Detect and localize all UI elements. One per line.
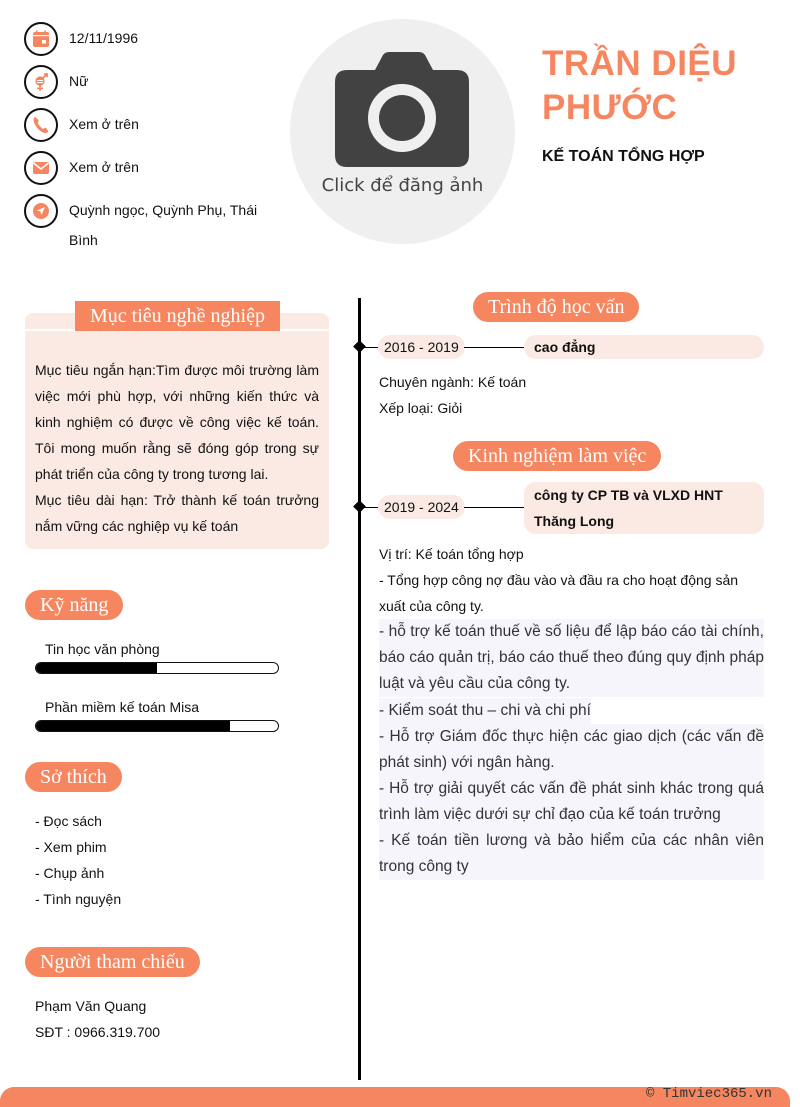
contact-address — [24, 194, 274, 255]
reference-phone: SĐT : 0966.319.700 — [35, 1024, 161, 1040]
gender-icon — [24, 65, 58, 99]
skill-bar — [35, 662, 279, 674]
camera-icon — [335, 52, 469, 167]
experience-duty: - hỗ trợ kế toán thuế về số liệu để lập báo cáo tài chính, báo cáo quản trị, báo cáo thuế theo đúng quy định pháp luật và yêu cầu của công ty. — [379, 619, 764, 697]
experience-summary: - Tổng hợp công nợ đầu vào và đầu ra cho hoạt động sản xuất của công ty. — [379, 572, 739, 614]
hobby-item: - Đọc sách — [35, 813, 102, 829]
references-list — [35, 993, 160, 1045]
job-title: KẾ TOÁN TỔNG HỢP — [542, 148, 705, 165]
education-major: Chuyên ngành: Kế toán — [379, 374, 527, 390]
skill-fill — [36, 663, 157, 673]
email-text: Xem ở trên — [69, 159, 139, 175]
skills-heading: Kỹ năng — [25, 590, 123, 620]
timeline-connector — [362, 507, 378, 508]
experience-duty: - Hỗ trợ Giám đốc thực hiện các giao dịch (các vấn đề phát sinh) với ngân hàng. — [379, 724, 764, 776]
footer-copyright: © Timviec365.vn — [645, 1086, 772, 1102]
experience-duty: - Kế toán tiền lương và bảo hiểm của các nhân viên trong công ty — [379, 828, 764, 880]
education-title: cao đẳng — [524, 335, 764, 359]
contact-info — [24, 22, 274, 264]
timeline-connector — [464, 347, 524, 348]
location-icon — [24, 194, 58, 228]
avatar-upload[interactable] — [290, 19, 515, 244]
skill-label: Tin học văn phòng — [45, 641, 160, 657]
timeline-connector — [464, 507, 524, 508]
skill-fill — [36, 721, 230, 731]
skill-bar — [35, 720, 279, 732]
skill-label: Phần miềm kế toán Misa — [45, 699, 200, 715]
short-term-goal: Mục tiêu ngắn hạn:Tìm được môi trường làm việc mới phù hợp, với những kiến thức và kinh nghiệm có được về công việc kế toán. Tôi mong muốn rằng sẽ đóng góp trong sự phát triển của công ty trong tương lai. — [35, 362, 319, 482]
hobby-item: - Tình nguyện — [35, 891, 122, 907]
avatar-caption: Click để đăng ảnh — [321, 175, 484, 196]
contact-gender — [24, 65, 274, 99]
timeline-line — [358, 298, 361, 1080]
career-goal-text — [35, 357, 319, 539]
phone-icon — [24, 108, 58, 142]
address-text: Quỳnh ngọc, Quỳnh Phụ, Thái Bình — [69, 202, 258, 248]
skill-item — [35, 698, 279, 732]
hobby-item: - Chụp ảnh — [35, 865, 105, 881]
contact-phone — [24, 108, 274, 142]
long-term-goal: Mục tiêu dài hạn: Trở thành kế toán trưởng nắm vững các nghiệp vụ kế toán — [35, 492, 319, 534]
birthday-text: 12/11/1996 — [69, 30, 139, 46]
phone-text: Xem ở trên — [69, 116, 139, 132]
hobbies-list — [35, 808, 121, 912]
education-heading: Trình độ học vấn — [473, 292, 639, 322]
full-name: TRẦN DIỆU PHƯỚC — [542, 44, 738, 127]
contact-email — [24, 151, 274, 185]
hobbies-heading: Sở thích — [25, 762, 122, 792]
experience-details — [379, 541, 764, 880]
education-details — [379, 369, 764, 421]
experience-position: Vị trí: Kế toán tổng hợp — [379, 546, 524, 562]
education-grade: Xếp loại: Giỏi — [379, 400, 463, 416]
skill-item — [35, 640, 279, 674]
contact-birthday — [24, 22, 274, 56]
reference-name: Phạm Văn Quang — [35, 998, 147, 1014]
hobby-item: - Xem phim — [35, 839, 107, 855]
experience-duty: - Kiểm soát thu – chi và chi phí — [379, 698, 591, 724]
experience-duty: - Hỗ trợ giải quyết các vấn đề phát sinh khác trong quá trình làm việc dưới sự chỉ đạo của kế toán trưởng — [379, 776, 764, 828]
education-period: 2016 - 2019 — [378, 335, 465, 359]
experience-company: công ty CP TB và VLXD HNT Thăng Long — [524, 482, 764, 534]
footer-bar — [0, 1087, 790, 1107]
timeline-connector — [362, 347, 378, 348]
experience-heading: Kinh nghiệm làm việc — [453, 441, 661, 471]
experience-period: 2019 - 2024 — [378, 495, 465, 519]
calendar-icon — [24, 22, 58, 56]
career-goal-heading: Mục tiêu nghề nghiệp — [75, 301, 280, 331]
references-heading: Người tham chiếu — [25, 947, 200, 977]
gender-text: Nữ — [69, 73, 89, 89]
email-icon — [24, 151, 58, 185]
